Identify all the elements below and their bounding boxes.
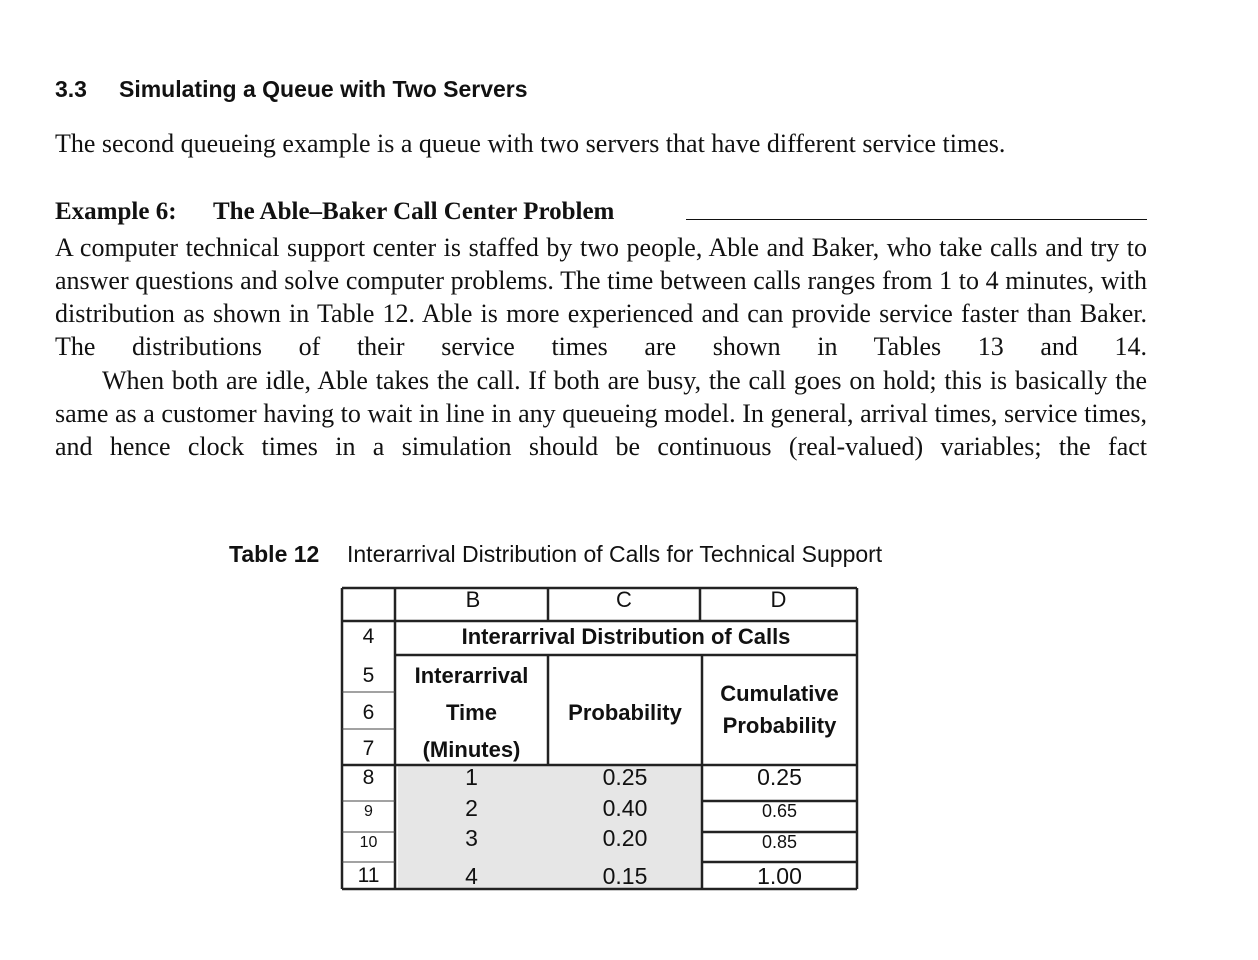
probability-value: 0.40 — [602, 795, 648, 821]
header-probability: Probability — [568, 700, 682, 725]
time-value: 3 — [465, 825, 478, 851]
probability-value: 0.20 — [602, 825, 648, 851]
row-number: 9 — [364, 803, 373, 820]
header-interarrival: Interarrival — [414, 663, 529, 688]
cumulative-value: 0.85 — [761, 832, 798, 852]
table-title: Interarrival Distribution of Calls — [461, 624, 791, 649]
probability-value: 0.25 — [602, 764, 648, 790]
example-paragraph-1: A computer technical support center is staffed by two people, Able and Baker, who take calls and try to answer questions and solve computer problems. The time between calls ranges from 1 to 4 minutes, with distribution as shown in Table 12. Able is more experienced and can provide service faster than Baker. The distributions of their service times are shown in Tables 13 and 14. — [55, 233, 1147, 361]
table-caption-text: Interarrival Distribution of Calls for Technical Support — [347, 541, 883, 567]
column-letter-d: D — [770, 587, 787, 612]
time-value: 2 — [465, 795, 478, 821]
cumulative-value: 0.25 — [757, 764, 802, 790]
example-paragraph-2-text: When both are idle, Able takes the call. If both are busy, the call goes on hold; this is basically the same as a customer having to wait in line in any queueing model. In general, arrival times, service times, and hence clock times in a simulation should be continuous (real-valued) variables; the fact — [55, 366, 1147, 461]
section-number: 3.3 — [55, 76, 87, 102]
row-number: 10 — [359, 834, 378, 851]
header-time: Time — [446, 700, 497, 725]
table-caption-label: Table 12 — [229, 541, 320, 567]
column-letter-b: B — [465, 587, 481, 612]
row-number: 4 — [362, 625, 375, 648]
time-value: 4 — [465, 863, 478, 889]
example-label: Example 6: — [55, 198, 177, 225]
header-cumulative: Cumulative — [720, 681, 839, 706]
time-value: 1 — [465, 764, 478, 790]
example-title: The Able–Baker Call Center Problem — [213, 198, 615, 225]
header-cumulative-probability: Probability — [722, 713, 837, 738]
row-number: 8 — [362, 766, 375, 789]
column-letter-c: C — [616, 587, 632, 612]
header-minutes: (Minutes) — [422, 737, 521, 762]
row-number: 6 — [362, 701, 375, 724]
row-number: 7 — [362, 737, 375, 760]
row-number: 5 — [362, 664, 375, 687]
cumulative-value: 1.00 — [757, 863, 802, 889]
probability-value: 0.15 — [602, 863, 648, 889]
intro-paragraph: The second queueing example is a queue with two servers that have different service times. — [55, 129, 1006, 158]
section-title: Simulating a Queue with Two Servers — [119, 76, 528, 102]
row-number: 11 — [357, 864, 380, 887]
cumulative-value: 0.65 — [761, 801, 798, 821]
